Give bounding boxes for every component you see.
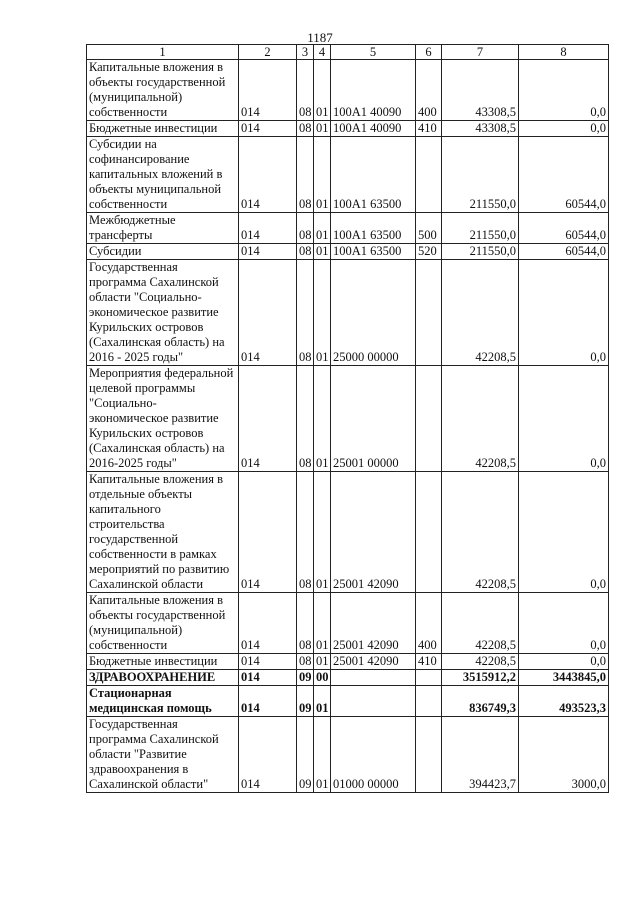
cell-code: 014 <box>239 121 297 137</box>
cell-section: 08 <box>297 593 314 654</box>
cell-subsection: 01 <box>314 244 331 260</box>
cell-subsection: 01 <box>314 366 331 472</box>
row-name: Бюджетные инвестиции <box>87 654 239 670</box>
cell-expense-type: 400 <box>416 593 442 654</box>
row-name: Государственная программа Сахалинской области "Социально-экономическое развитие Курильских островов (Сахалинская область) на 2016 - 2025 годы" <box>87 260 239 366</box>
cell-amount-1: 211550,0 <box>442 244 519 260</box>
table-row <box>87 670 609 686</box>
cell-code: 014 <box>239 60 297 121</box>
cell-amount-2: 3443845,0 <box>519 670 609 686</box>
row-name: Стационарная медицинская помощь <box>87 686 239 717</box>
table-row <box>87 472 609 593</box>
cell-amount-1: 3515912,2 <box>442 670 519 686</box>
cell-amount-2: 60544,0 <box>519 213 609 244</box>
cell-expense-type <box>416 366 442 472</box>
table-row <box>87 121 609 137</box>
cell-code: 014 <box>239 260 297 366</box>
cell-amount-2: 0,0 <box>519 121 609 137</box>
cell-amount-2: 3000,0 <box>519 717 609 793</box>
cell-amount-2: 0,0 <box>519 366 609 472</box>
table-row <box>87 260 609 366</box>
cell-expense-type: 520 <box>416 244 442 260</box>
cell-section: 09 <box>297 717 314 793</box>
cell-subsection: 01 <box>314 717 331 793</box>
column-header: 7 <box>442 45 519 60</box>
cell-amount-1: 42208,5 <box>442 593 519 654</box>
table-row <box>87 60 609 121</box>
cell-section: 08 <box>297 260 314 366</box>
cell-section: 08 <box>297 472 314 593</box>
row-name: Субсидии на софинансирование капитальных вложений в объекты муниципальной собственности <box>87 137 239 213</box>
cell-expense-type <box>416 137 442 213</box>
row-name: Субсидии <box>87 244 239 260</box>
cell-code: 014 <box>239 366 297 472</box>
cell-amount-2: 493523,3 <box>519 686 609 717</box>
cell-amount-2: 0,0 <box>519 654 609 670</box>
page-number: 1187 <box>307 30 333 45</box>
cell-subsection: 01 <box>314 686 331 717</box>
row-name: Капитальные вложения в объекты государственной (муниципальной) собственности <box>87 593 239 654</box>
cell-code: 014 <box>239 213 297 244</box>
cell-code: 014 <box>239 593 297 654</box>
cell-expense-type <box>416 260 442 366</box>
cell-target: 25001 42090 <box>331 472 416 593</box>
cell-amount-1: 211550,0 <box>442 137 519 213</box>
row-name: Государственная программа Сахалинской области "Развитие здравоохранения в Сахалинской области" <box>87 717 239 793</box>
cell-amount-1: 42208,5 <box>442 366 519 472</box>
cell-target: 01000 00000 <box>331 717 416 793</box>
cell-target: 25001 00000 <box>331 366 416 472</box>
budget-table <box>86 44 609 793</box>
column-header: 6 <box>416 45 442 60</box>
cell-target: 100А1 40090 <box>331 121 416 137</box>
cell-section: 09 <box>297 686 314 717</box>
table-header-row <box>87 45 609 60</box>
row-name: ЗДРАВООХРАНЕНИЕ <box>87 670 239 686</box>
row-name: Капитальные вложения в отдельные объекты капитального строительства государственной собственности в рамках мероприятий по развитию Сахалинской области <box>87 472 239 593</box>
table-row <box>87 654 609 670</box>
column-header: 3 <box>297 45 314 60</box>
cell-amount-1: 836749,3 <box>442 686 519 717</box>
cell-amount-2: 60544,0 <box>519 137 609 213</box>
cell-code: 014 <box>239 244 297 260</box>
cell-expense-type <box>416 686 442 717</box>
cell-section: 08 <box>297 213 314 244</box>
cell-section: 08 <box>297 60 314 121</box>
cell-code: 014 <box>239 686 297 717</box>
cell-amount-1: 394423,7 <box>442 717 519 793</box>
cell-code: 014 <box>239 137 297 213</box>
cell-amount-2: 0,0 <box>519 260 609 366</box>
cell-subsection: 01 <box>314 260 331 366</box>
cell-expense-type <box>416 670 442 686</box>
cell-expense-type: 410 <box>416 121 442 137</box>
cell-amount-1: 43308,5 <box>442 121 519 137</box>
table-row <box>87 686 609 717</box>
cell-section: 08 <box>297 654 314 670</box>
cell-section: 08 <box>297 366 314 472</box>
cell-section: 08 <box>297 137 314 213</box>
row-name: Капитальные вложения в объекты государственной (муниципальной) собственности <box>87 60 239 121</box>
table-row <box>87 137 609 213</box>
cell-subsection: 01 <box>314 213 331 244</box>
cell-code: 014 <box>239 670 297 686</box>
cell-target: 100А1 63500 <box>331 213 416 244</box>
table-row <box>87 593 609 654</box>
cell-subsection: 01 <box>314 654 331 670</box>
cell-code: 014 <box>239 654 297 670</box>
cell-amount-2: 60544,0 <box>519 244 609 260</box>
cell-target <box>331 670 416 686</box>
cell-amount-2: 0,0 <box>519 472 609 593</box>
cell-target <box>331 686 416 717</box>
row-name: Бюджетные инвестиции <box>87 121 239 137</box>
table-row <box>87 717 609 793</box>
column-header: 5 <box>331 45 416 60</box>
cell-subsection: 01 <box>314 593 331 654</box>
cell-expense-type: 410 <box>416 654 442 670</box>
table-row <box>87 244 609 260</box>
cell-amount-2: 0,0 <box>519 60 609 121</box>
cell-section: 09 <box>297 670 314 686</box>
cell-subsection: 01 <box>314 60 331 121</box>
cell-target: 100А1 63500 <box>331 137 416 213</box>
cell-code: 014 <box>239 472 297 593</box>
cell-section: 08 <box>297 244 314 260</box>
cell-subsection: 01 <box>314 137 331 213</box>
cell-subsection: 00 <box>314 670 331 686</box>
row-name: Мероприятия федеральной целевой программы "Социально-экономическое развитие Курильских островов (Сахалинская область) на 2016-2025 годы" <box>87 366 239 472</box>
cell-amount-1: 42208,5 <box>442 472 519 593</box>
table-row <box>87 213 609 244</box>
cell-amount-1: 43308,5 <box>442 60 519 121</box>
cell-amount-1: 42208,5 <box>442 654 519 670</box>
cell-expense-type: 500 <box>416 213 442 244</box>
row-name: Межбюджетные трансферты <box>87 213 239 244</box>
column-header: 1 <box>87 45 239 60</box>
cell-expense-type <box>416 717 442 793</box>
cell-amount-2: 0,0 <box>519 593 609 654</box>
column-header: 2 <box>239 45 297 60</box>
cell-target: 25000 00000 <box>331 260 416 366</box>
cell-target: 100А1 63500 <box>331 244 416 260</box>
cell-section: 08 <box>297 121 314 137</box>
column-header: 8 <box>519 45 609 60</box>
column-header: 4 <box>314 45 331 60</box>
cell-subsection: 01 <box>314 121 331 137</box>
cell-code: 014 <box>239 717 297 793</box>
cell-expense-type <box>416 472 442 593</box>
cell-target: 25001 42090 <box>331 593 416 654</box>
cell-amount-1: 42208,5 <box>442 260 519 366</box>
cell-expense-type: 400 <box>416 60 442 121</box>
cell-subsection: 01 <box>314 472 331 593</box>
cell-amount-1: 211550,0 <box>442 213 519 244</box>
table-row <box>87 366 609 472</box>
cell-target: 100А1 40090 <box>331 60 416 121</box>
cell-target: 25001 42090 <box>331 654 416 670</box>
